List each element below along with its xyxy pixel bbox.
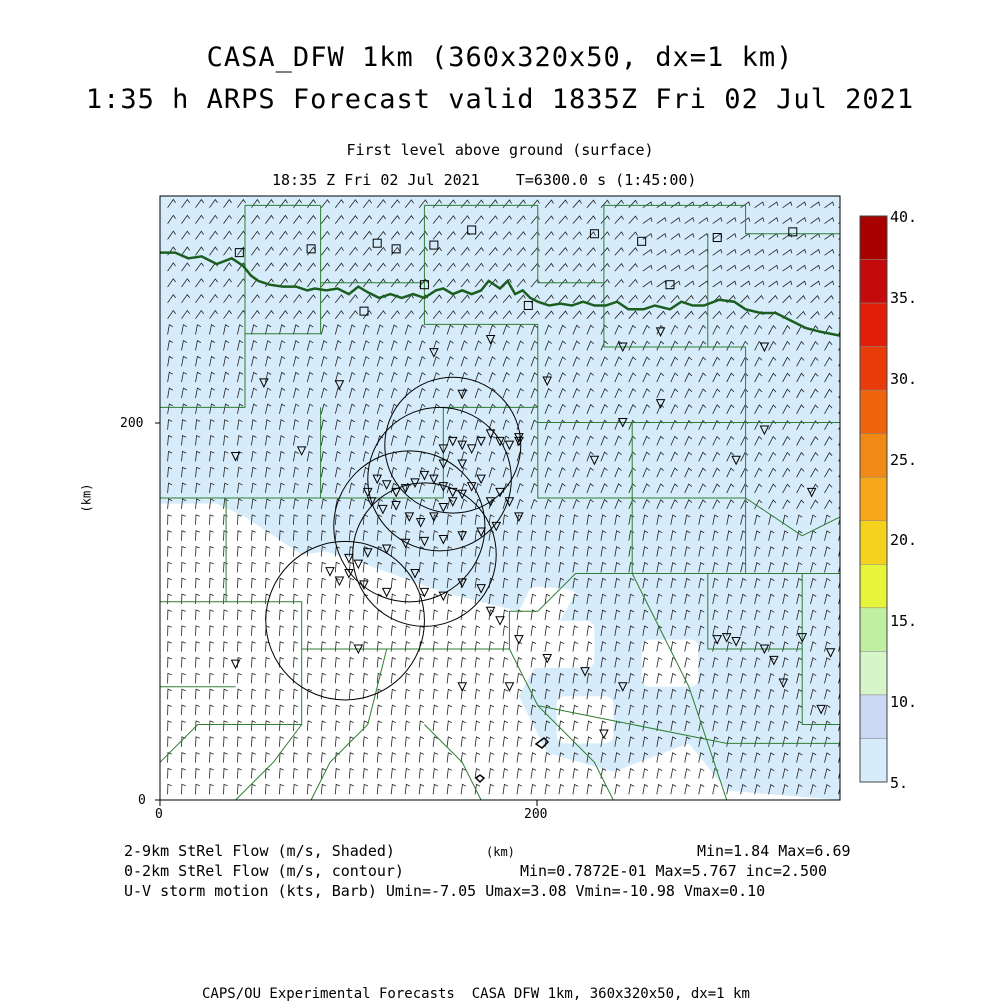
color-bar-segment	[860, 695, 887, 739]
color-bar-label: 30.	[890, 369, 918, 388]
color-bar-segment	[860, 564, 887, 608]
level-subtitle: First level above ground (surface)	[346, 141, 654, 159]
page-title: CASA_DFW 1km (360x320x50, dx=1 km)	[206, 42, 794, 73]
color-bar-segment	[860, 303, 887, 347]
color-bar-segment	[860, 434, 887, 478]
shaded-min-max: Min=1.84 Max=6.69	[697, 842, 851, 860]
color-bar-label: 35.	[890, 288, 918, 307]
x-tick-0: 0	[155, 807, 163, 822]
time-subtitle: 18:35 Z Fri 02 Jul 2021 T=6300.0 s (1:45:00)	[272, 171, 697, 189]
color-bar-segment	[860, 260, 887, 304]
y-tick-200: 200	[120, 416, 144, 431]
color-bar-label: 15.	[890, 612, 918, 631]
color-bar-segment	[860, 390, 887, 434]
shade-hole	[642, 640, 699, 687]
color-bar-segment	[860, 738, 887, 782]
legend-contour: 0-2km StRel Flow (m/s, contour)	[124, 862, 404, 880]
color-bar-segment	[860, 477, 887, 521]
color-bar-segment	[860, 347, 887, 391]
color-bar-segment	[860, 216, 887, 260]
color-bar-segment	[860, 651, 887, 695]
x-tick-200: 200	[524, 807, 548, 822]
color-bar-label: 10.	[890, 693, 918, 712]
y-axis-label: (km)	[79, 483, 94, 513]
color-bar	[860, 216, 887, 782]
shade-hole	[519, 621, 595, 668]
legend-barbs: U-V storm motion (kts, Barb) Umin=-7.05 Umax=3.08 Vmin=-10.98 Vmax=0.10	[124, 882, 766, 900]
forecast-title: 1:35 h ARPS Forecast valid 1835Z Fri 02 Jul 2021	[85, 84, 915, 115]
y-axis-ticks	[155, 423, 160, 800]
x-axis-ticks	[160, 800, 537, 806]
color-bar-label: 20.	[890, 531, 918, 550]
color-bar-label: 5.	[890, 774, 909, 792]
color-bar-label: 40.	[890, 208, 918, 226]
color-bar-segment	[860, 521, 887, 565]
color-bar-label: 25.	[890, 450, 918, 469]
contour-min-max: Min=0.7872E-01 Max=5.767 inc=2.500	[520, 862, 828, 880]
credit-line: CAPS/OU Experimental Forecasts CASA DFW 1km, 360x320x50, dx=1 km	[202, 986, 750, 1002]
legend-shaded: 2-9km StRel Flow (m/s, Shaded)	[124, 842, 395, 860]
color-bar-segment	[860, 608, 887, 652]
y-tick-0: 0	[138, 793, 146, 808]
x-axis-label: (km)	[486, 845, 515, 859]
